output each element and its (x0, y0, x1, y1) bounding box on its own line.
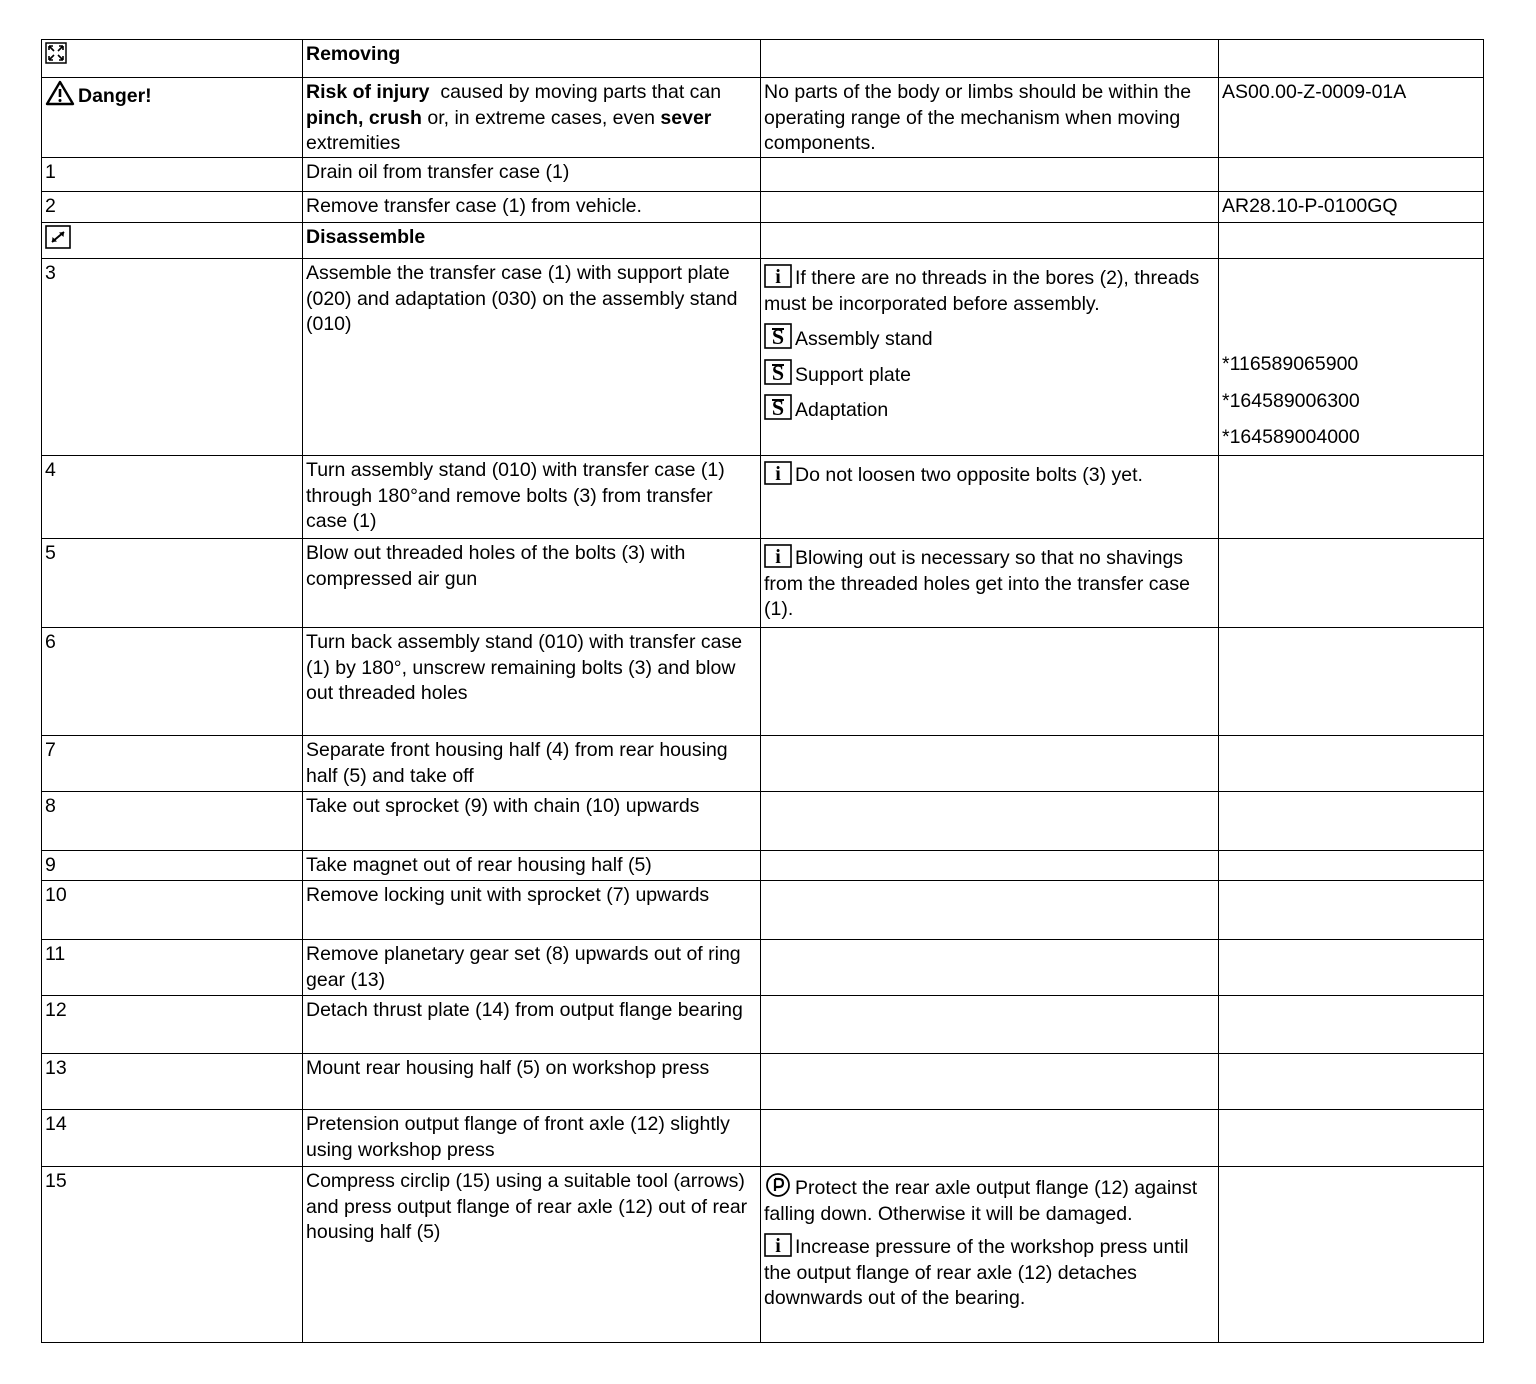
step-text: Take out sprocket (9) with chain (10) upwards (303, 792, 761, 851)
step-text: Drain oil from transfer case (1) (303, 158, 761, 192)
svg-text:i: i (775, 1235, 781, 1257)
step-number: 15 (42, 1167, 303, 1343)
section-title: Removing (303, 40, 761, 78)
danger-label-cell (42, 78, 303, 158)
danger-label: Danger! (78, 85, 152, 107)
step-text: Take magnet out of rear housing half (5) (303, 851, 761, 881)
step-number: 6 (42, 628, 303, 736)
step-text: Turn back assembly stand (010) with transfer case (1) by 180°, unscrew remaining bolts (3) and blow out threaded holes (303, 628, 761, 736)
step-text: Pretension output flange of front axle (12) slightly using workshop press (303, 1110, 761, 1167)
step-number: 1 (42, 158, 303, 192)
step-text: Assemble the transfer case (1) with support plate (020) and adaptation (030) on the assembly stand (010) (303, 259, 761, 456)
cell-icon (42, 40, 303, 78)
step-number: 12 (42, 996, 303, 1054)
step-number: 11 (42, 940, 303, 996)
svg-text:S: S (771, 395, 785, 420)
step-number: 14 (42, 1110, 303, 1167)
special-tool-icon (764, 323, 792, 349)
tool-item: S Support plate (764, 359, 1214, 389)
table-row (42, 158, 1484, 192)
step-ref: AR28.10-P-0100GQ (1219, 192, 1484, 223)
step-text: Separate front housing half (4) from rear housing half (5) and take off (303, 736, 761, 792)
svg-text:S: S (771, 324, 785, 349)
table-row (42, 628, 1484, 736)
step-number: 13 (42, 1054, 303, 1110)
tool-code: *116589065900 (1222, 353, 1359, 375)
disassemble-arrows-icon (45, 225, 71, 249)
table-row (42, 881, 1484, 940)
svg-text:S: S (771, 359, 785, 385)
info-icon (764, 1233, 792, 1257)
info-note: Do not loosen two opposite bolts (3) yet. (795, 464, 1143, 486)
caution-note: Protect the rear axle output flange (12) against falling down. Otherwise it will be damaged. (764, 1177, 1198, 1225)
step-text: Remove planetary gear set (8) upwards out of ring gear (13) (303, 940, 761, 996)
step-text: Compress circlip (15) using a suitable tool (arrows) and press output flange of rear axle (12) out of rear housing half (5) (303, 1167, 761, 1343)
table-row (42, 851, 1484, 881)
special-tool-icon (764, 359, 792, 385)
warning-triangle-icon (45, 80, 75, 106)
removing-arrows-icon (45, 42, 67, 64)
step-text: Detach thrust plate (14) from output flange bearing (303, 996, 761, 1054)
tool-item: S Assembly stand (764, 323, 1214, 353)
procedure-table (41, 39, 1484, 1343)
table-row (42, 1054, 1484, 1110)
info-note: Blowing out is necessary so that no shavings from the threaded holes get into the transfer case (1). (764, 547, 1191, 620)
section-title: Disassemble (303, 223, 761, 259)
svg-text:i: i (775, 266, 781, 288)
info-icon (764, 544, 792, 568)
table-row (42, 259, 1484, 456)
table-row (42, 736, 1484, 792)
tool-code: *164589004000 (1222, 426, 1360, 448)
table-row (42, 940, 1484, 996)
step-number: 9 (42, 851, 303, 881)
caution-icon (764, 1172, 792, 1198)
svg-text:i: i (775, 463, 781, 485)
step-number: 3 (42, 259, 303, 456)
special-tool-icon (764, 394, 792, 420)
table-row (42, 996, 1484, 1054)
info-note: If there are no threads in the bores (2), threads must be incorporated before assembly. (764, 267, 1200, 315)
table-row (42, 456, 1484, 539)
danger-note: No parts of the body or limbs should be within the operating range of the mechanism when moving components. (761, 78, 1219, 158)
info-note: Increase pressure of the workshop press until the output flange of rear axle (12) detaches downwards out of the bearing. (764, 1236, 1189, 1309)
step-number: 5 (42, 539, 303, 628)
step-number: 8 (42, 792, 303, 851)
step-text: Turn assembly stand (010) with transfer case (1) through 180°and remove bolts (3) from transfer case (1) (303, 456, 761, 539)
table-row (42, 539, 1484, 628)
step-text: Remove transfer case (1) from vehicle. (303, 192, 761, 223)
step-text: Blow out threaded holes of the bolts (3) with compressed air gun (303, 539, 761, 628)
danger-ref: AS00.00-Z-0009-01A (1219, 78, 1484, 158)
info-icon (764, 461, 792, 485)
table-row (42, 1167, 1484, 1343)
danger-text: Risk of injury caused by moving parts that can pinch, crush or, in extreme cases, even sever extremities (303, 78, 761, 158)
step-number: 4 (42, 456, 303, 539)
step-number: 2 (42, 192, 303, 223)
table-row (42, 78, 1484, 158)
step-number: 10 (42, 881, 303, 940)
svg-text:i: i (775, 546, 781, 568)
step-number: 7 (42, 736, 303, 792)
step-text: Mount rear housing half (5) on workshop press (303, 1054, 761, 1110)
table-row (42, 40, 1484, 78)
step-text: Remove locking unit with sprocket (7) upwards (303, 881, 761, 940)
tool-code: *164589006300 (1222, 389, 1360, 412)
table-row (42, 1110, 1484, 1167)
info-icon (764, 264, 792, 288)
table-row (42, 192, 1484, 223)
table-row (42, 792, 1484, 851)
tool-item: S Adaptation (764, 394, 1214, 424)
table-row (42, 223, 1484, 259)
